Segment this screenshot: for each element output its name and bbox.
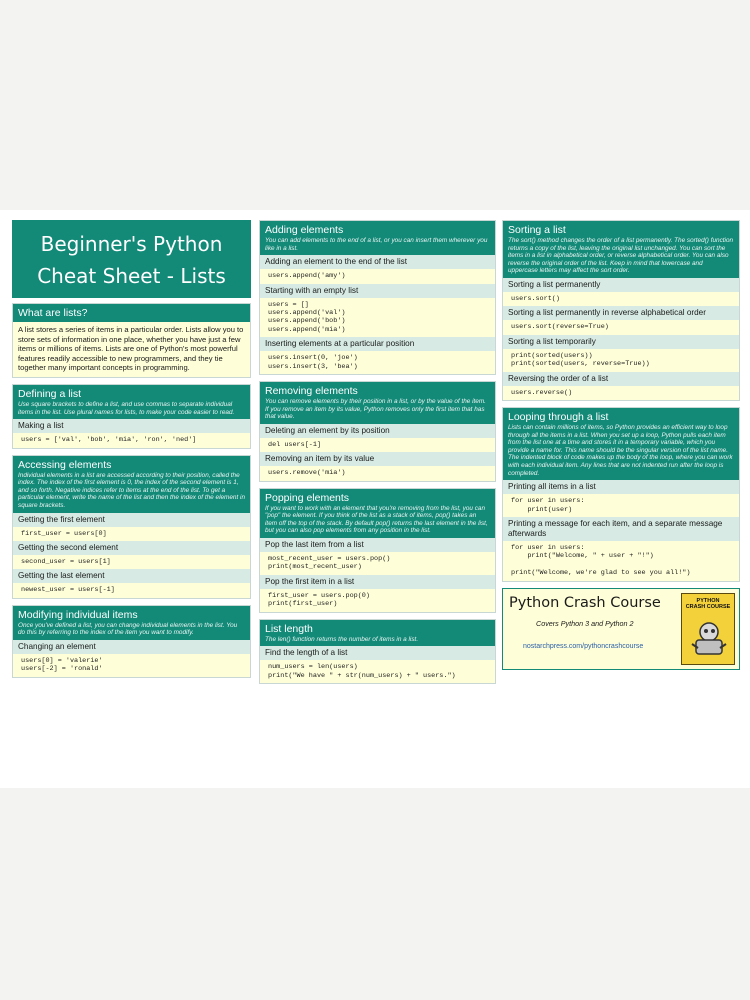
- accessing-description: Individual elements in a list are accessed according to their position, called the index. The index of the first element is 0, the index of the second element is 1, and so forth. Negative indices refer to items at the end of the list. To get a particular element, write the name of the list and then the index of the element in square brackets.: [18, 471, 245, 509]
- section-removing: [259, 381, 496, 482]
- defining-description: Use square brackets to define a list, and use commas to separate individual items in the list. Use plural names for lists, to make your code easier to read.: [18, 400, 235, 416]
- looping-code-block: for user in users: print("Welcome, " + user + "!") print("Welcome, we're glad to see you all!"): [503, 541, 739, 581]
- sorting-header: [503, 221, 739, 278]
- accessing-heading: Accessing elements: [18, 458, 112, 471]
- section-what: [12, 303, 251, 378]
- sorting-example-label: Sorting a list permanently: [503, 278, 739, 292]
- section-popping: [259, 488, 496, 613]
- book-title: Python Crash Course: [509, 594, 661, 611]
- popping-example-label: Pop the first item in a list: [260, 575, 495, 589]
- removing-example-label: Deleting an element by its position: [260, 424, 495, 438]
- looping-header: [503, 408, 739, 480]
- accessing-example-label: Getting the first element: [13, 513, 250, 527]
- removing-code-block: users.remove('mia'): [260, 466, 495, 480]
- book-promo: [502, 588, 740, 670]
- section-sorting: [502, 220, 740, 401]
- what-header: [13, 304, 250, 322]
- adding-description: You can add elements to the end of a list, or you can insert them wherever you like in a list.: [265, 237, 488, 252]
- accessing-header: [13, 456, 250, 513]
- length-description: The len() function returns the number of items in a list.: [265, 635, 419, 643]
- title-line-1: Beginner's Python: [40, 232, 223, 256]
- length-code-block: num_users = len(users) print("We have " + str(num_users) + " users."): [260, 660, 495, 683]
- section-looping: [502, 407, 740, 582]
- adding-heading: Adding elements: [265, 224, 344, 236]
- section-length: [259, 619, 496, 684]
- book-cover-image: [681, 593, 735, 665]
- removing-heading: Removing elements: [265, 385, 358, 398]
- popping-description: If you want to work with an element that you're removing from the list, you can "pop" the element. If you think of the list as a stack of items, pop() takes an item off the top of the stack. By default pop() returns the last element in the list, but you can also pop elements from any position in the list.: [265, 504, 488, 535]
- looping-heading: Looping through a list: [508, 411, 609, 423]
- defining-example-label: Making a list: [13, 419, 250, 433]
- section-accessing: [12, 455, 251, 599]
- accessing-code-block: second_user = users[1]: [13, 555, 250, 569]
- removing-example-label: Removing an item by its value: [260, 452, 495, 466]
- sorting-example-label: Sorting a list permanently in reverse alphabetical order: [503, 306, 739, 320]
- cover-title-1: PYTHON: [696, 597, 720, 604]
- removing-description: You can remove elements by their position in a list, or by the value of the item. If you remove an item by its value, Python removes only the first item that has that value.: [265, 398, 486, 421]
- adding-code-block: users.insert(0, 'joe') users.insert(3, 'bea'): [260, 351, 495, 374]
- modifying-example-label: Changing an element: [13, 640, 250, 654]
- popping-heading: Popping elements: [265, 491, 350, 504]
- section-modifying: [12, 605, 251, 678]
- sheet-title: [12, 220, 251, 298]
- accessing-example-label: Getting the second element: [13, 541, 250, 555]
- modifying-heading: Modifying individual items: [18, 608, 138, 621]
- sorting-heading: Sorting a list: [508, 224, 566, 236]
- looping-example-label: Printing a message for each item, and a separate message afterwards: [503, 517, 739, 541]
- looping-code-block: for user in users: print(user): [503, 494, 739, 517]
- length-example-label: Find the length of a list: [260, 646, 495, 660]
- looping-example-label: Printing all items in a list: [503, 480, 739, 494]
- sorting-description: The sort() method changes the order of a list permanently. The sorted() function returns a copy of the list, leaving the original list unchanged. You can sort the items in a list in alphabetical order, or reverse alphabetical order. You can also reverse the original order of the list. Keep in mind that lowercase and uppercase letters may affect the sort order.: [508, 237, 734, 275]
- book-subtitle: Covers Python 3 and Python 2: [536, 618, 634, 628]
- accessing-code-block: newest_user = users[-1]: [13, 583, 250, 597]
- length-header: [260, 620, 495, 647]
- sorting-example-label: Sorting a list temporarily: [503, 335, 739, 349]
- modifying-header: [13, 606, 250, 640]
- looping-description: Lists can contain millions of items, so Python provides an efficient way to loop through all the items in a list. When you set up a loop, Python pulls each item from the list one at a time and stores it in a temporary variable, which you provide a name for. This name should be the singular version of the list name. The indented block of code makes up the body of the loop, where you can work with each individual item. Any lines that are not indented run after the loop is completed.: [508, 424, 733, 477]
- robot-illustration-icon: [686, 614, 732, 660]
- popping-code-block: first_user = users.pop(0) print(first_user): [260, 589, 495, 612]
- title-line-2: Cheat Sheet - Lists: [37, 264, 226, 288]
- adding-code-block: users = [] users.append('val') users.append('bob') users.append('mia'): [260, 298, 495, 338]
- sorting-code-block: users.sort(reverse=True): [503, 320, 739, 334]
- sorting-code-block: users.sort(): [503, 292, 739, 306]
- column-3: [502, 220, 740, 670]
- what-body: A list stores a series of items in a particular order. Lists allow you to store sets of information in one place, whether you have just a few items or millions of items. Lists are one of Python's most powerful features readily accessible to new programmers, and they tie together many important concepts in programming.: [13, 322, 250, 377]
- adding-code-block: users.append('amy'): [260, 269, 495, 283]
- defining-header: [13, 385, 250, 419]
- what-heading: What are lists?: [18, 307, 88, 319]
- section-adding: [259, 220, 496, 375]
- sorting-example-label: Reversing the order of a list: [503, 372, 739, 386]
- column-2: [259, 220, 496, 690]
- modifying-description: Once you've defined a list, you can change individual elements in the list. You do this by referring to the index of the item you want to modify.: [18, 621, 238, 637]
- cheat-sheet: [0, 210, 750, 788]
- removing-header: [260, 382, 495, 424]
- removing-code-block: del users[-1]: [260, 438, 495, 452]
- modifying-code-block: users[0] = 'valerie' users[-2] = 'ronald': [13, 654, 250, 677]
- defining-heading: Defining a list: [18, 387, 82, 400]
- popping-code-block: most_recent_user = users.pop() print(most_recent_user): [260, 552, 495, 575]
- column-1: [12, 220, 251, 684]
- book-url-link[interactable]: nostarchpress.com/pythoncrashcourse: [523, 642, 644, 650]
- length-heading: List length: [265, 622, 313, 635]
- section-defining: [12, 384, 251, 449]
- cover-title-2: CRASH COURSE: [685, 603, 731, 610]
- accessing-code-block: first_user = users[0]: [13, 527, 250, 541]
- adding-header: [260, 221, 495, 255]
- sorting-code-block: users.reverse(): [503, 386, 739, 400]
- adding-example-label: Inserting elements at a particular position: [260, 337, 495, 351]
- defining-code-block: users = ['val', 'bob', 'mia', 'ron', 'ned']: [13, 433, 250, 447]
- adding-example-label: Adding an element to the end of the list: [260, 255, 495, 269]
- adding-example-label: Starting with an empty list: [260, 284, 495, 298]
- popping-header: [260, 489, 495, 538]
- accessing-example-label: Getting the last element: [13, 569, 250, 583]
- sorting-code-block: print(sorted(users)) print(sorted(users, reverse=True)): [503, 349, 739, 372]
- popping-example-label: Pop the last item from a list: [260, 538, 495, 552]
